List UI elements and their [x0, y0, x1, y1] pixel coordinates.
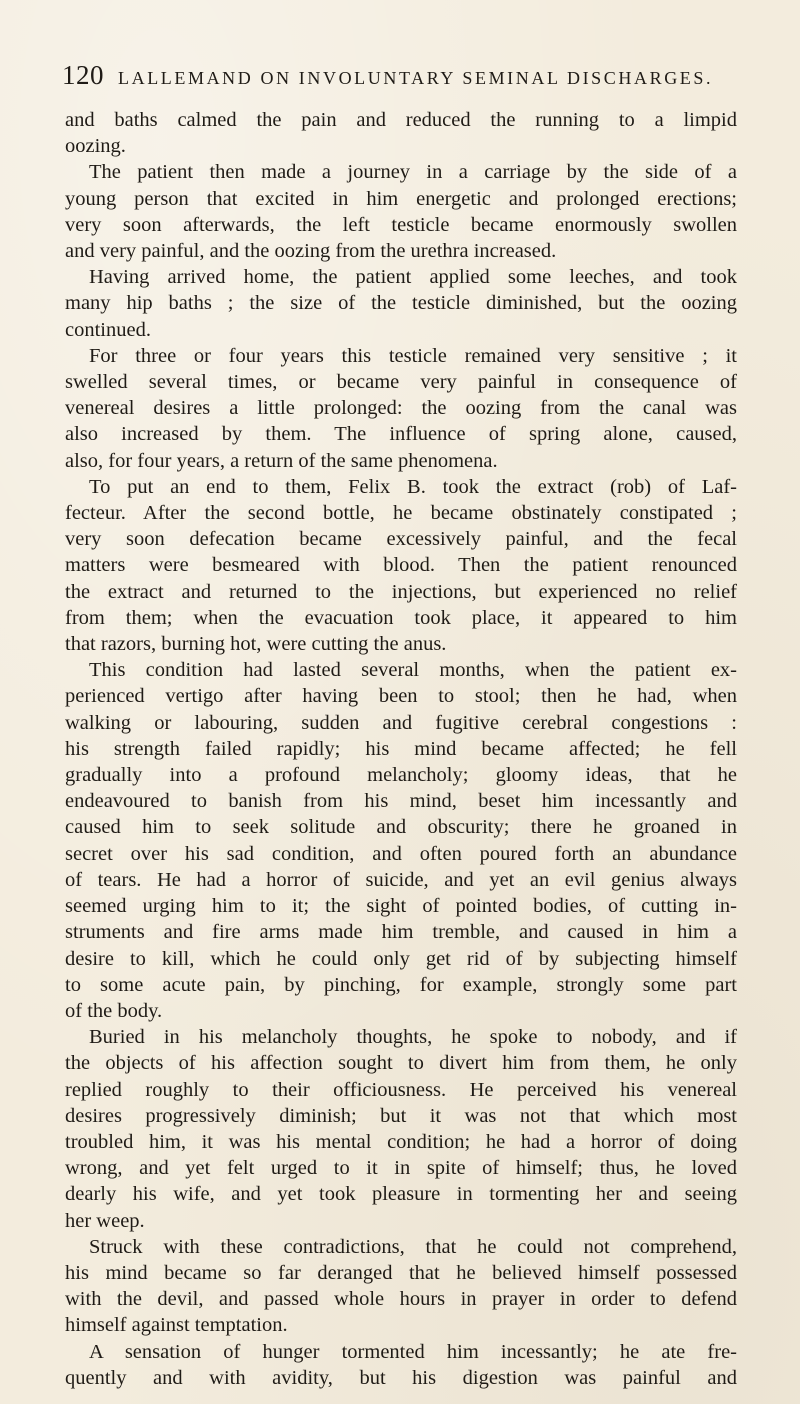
text-line: the objects of his affection sought to divert him from them, he only [65, 1052, 737, 1075]
paragraph [65, 107, 737, 159]
paragraph [65, 159, 737, 264]
paragraph [65, 1339, 737, 1391]
text-line: to some acute pain, by pinching, for example, strongly some part [65, 973, 737, 996]
paragraph [65, 474, 737, 657]
text-line: desire to kill, which he could only get rid of by subjecting himself [65, 947, 737, 970]
paragraph [65, 1234, 737, 1339]
text-line: dearly his wife, and yet took pleasure in tormenting her and seeing [65, 1183, 737, 1206]
text-line: walking or labouring, sudden and fugitive cerebral congestions : [65, 711, 737, 734]
text-line: from them; when the evacuation took place, it appeared to him [65, 606, 737, 629]
text-line: endeavoured to banish from his mind, beset him incessantly and [65, 790, 737, 813]
text-line: struments and fire arms made him tremble, and caused in him a [65, 921, 737, 944]
text-line: gradually into a profound melancholy; gloomy ideas, that he [65, 764, 737, 787]
text-line: very soon afterwards, the left testicle became enormously swollen [65, 213, 737, 236]
text-line: secret over his sad condition, and often poured forth an abundance [65, 842, 737, 865]
text-line: young person that excited in him energetic and prolonged erections; [65, 187, 737, 210]
text-line: that razors, burning hot, were cutting the anus. [65, 633, 447, 656]
text-line: Struck with these contradictions, that he could not comprehend, [89, 1235, 737, 1258]
text-line: quently and with avidity, but his digestion was painful and [65, 1366, 737, 1389]
text-line: venereal desires a little prolonged: the oozing from the canal was [65, 397, 737, 420]
text-line: her weep. [65, 1209, 145, 1232]
text-line: fecteur. After the second bottle, he became obstinately constipated ; [65, 502, 737, 525]
text-line: This condition had lasted several months, when the patient ex- [89, 659, 737, 682]
text-line: his strength failed rapidly; his mind became affected; he fell [65, 737, 737, 760]
page-header [62, 60, 742, 94]
text-line: perienced vertigo after having been to stool; then he had, when [65, 685, 737, 708]
text-line: seemed urging him to it; the sight of pointed bodies, of cutting in- [65, 895, 737, 918]
text-line: wrong, and yet felt urged to it in spite of himself; thus, he loved [65, 1157, 737, 1180]
text-line: also increased by them. The influence of spring alone, caused, [65, 423, 737, 446]
text-line: the extract and returned to the injections, but experienced no relief [65, 580, 737, 603]
text-line: oozing. [65, 135, 126, 158]
text-line: himself against temptation. [65, 1314, 288, 1337]
text-line: swelled several times, or became very painful in consequence of [65, 371, 737, 394]
paragraph [65, 264, 737, 343]
text-line: of the body. [65, 999, 163, 1022]
text-line: his mind became so far deranged that he believed himself possessed [65, 1261, 737, 1284]
paragraph [65, 343, 737, 474]
text-line: A sensation of hunger tormented him incessantly; he ate fre- [89, 1340, 737, 1363]
text-line: very soon defecation became excessively painful, and the fecal [65, 528, 737, 551]
text-line: also, for four years, a return of the same phenomena. [65, 449, 498, 472]
text-line: For three or four years this testicle remained very sensitive ; it [89, 344, 737, 367]
text-line: The patient then made a journey in a carriage by the side of a [89, 161, 737, 184]
text-line: many hip baths ; the size of the testicle diminished, but the oozing [65, 292, 737, 315]
text-line: replied roughly to their officiousness. He perceived his venereal [65, 1078, 737, 1101]
page-number: 120 [62, 60, 104, 90]
paragraph [65, 1024, 737, 1234]
text-line: Having arrived home, the patient applied some leeches, and took [89, 266, 737, 289]
text-line: and very painful, and the oozing from the urethra increased. [65, 240, 557, 263]
text-line: and baths calmed the pain and reduced the running to a limpid [65, 109, 737, 131]
text-line: desires progressively diminish; but it was not that which most [65, 1104, 737, 1127]
body-text [65, 107, 737, 1391]
running-head: LALLEMAND ON INVOLUNTARY SEMINAL DISCHARGES. [118, 68, 714, 88]
text-line: of tears. He had a horror of suicide, and yet an evil genius always [65, 868, 737, 891]
text-line: with the devil, and passed whole hours in prayer in order to defend [65, 1288, 737, 1311]
text-line: caused him to seek solitude and obscurity; there he groaned in [65, 816, 737, 839]
text-line: troubled him, it was his mental condition; he had a horror of doing [65, 1130, 737, 1153]
paragraph [65, 657, 737, 1024]
text-line: matters were besmeared with blood. Then the patient renounced [65, 554, 737, 577]
text-line: To put an end to them, Felix B. took the extract (rob) of Laf- [89, 475, 737, 498]
text-line: continued. [65, 318, 151, 341]
text-line: Buried in his melancholy thoughts, he spoke to nobody, and if [89, 1026, 737, 1049]
